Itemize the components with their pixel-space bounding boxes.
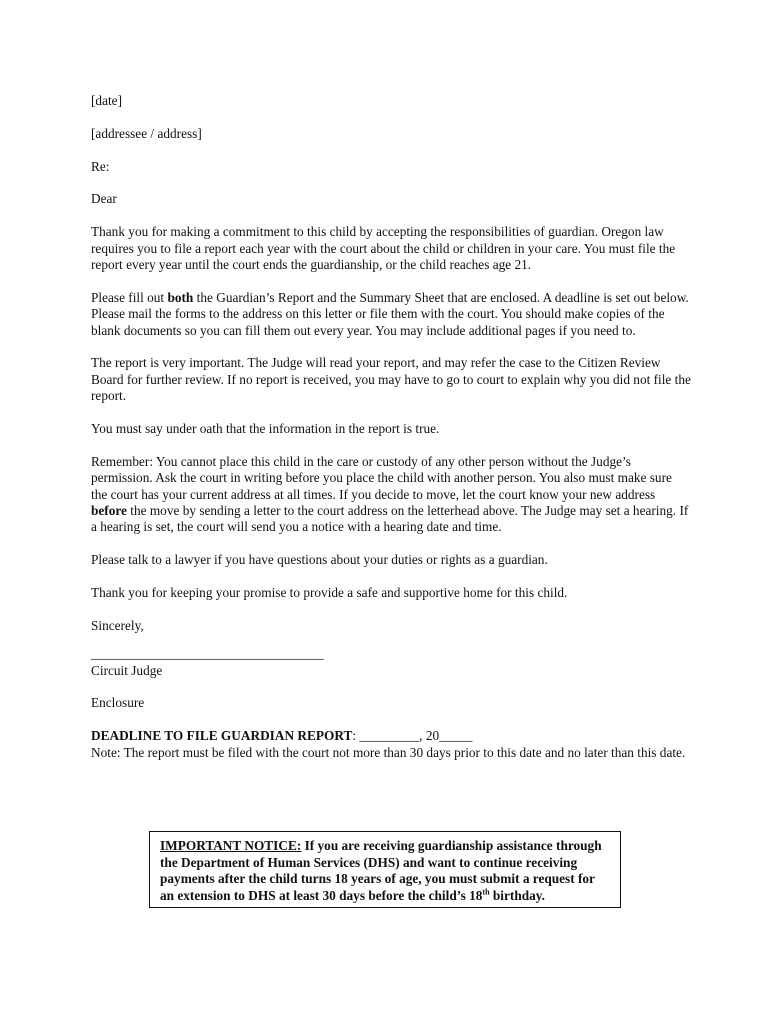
notice-tail: birthday.	[489, 887, 545, 903]
addressee-placeholder: [addressee / address]	[91, 125, 202, 141]
signature-line: ___________________________________	[91, 646, 324, 662]
deadline-value: : _________, 20_____	[352, 728, 473, 744]
paragraph-fill-out-text-a: Please fill out	[91, 289, 168, 305]
paragraph-remember-bold: before	[91, 503, 127, 519]
deadline-note: Note: The report must be filed with the court not more than 30 days prior to this date and no later than this date.	[91, 744, 686, 760]
notice-superscript: th	[482, 887, 490, 897]
paragraph-report-importance: The report is very important. The Judge will read your report, and may refer the case to the Citizen Review Board for further review. If no report is received, you may have to go to court to explain why you did not file the report.	[91, 355, 691, 404]
enclosure-note: Enclosure	[91, 695, 145, 711]
paragraph-commitment: Thank you for making a commitment to this child by accepting the responsibilities of guardian. Oregon law requires you to file a report each year with the court about the child or children in your care. You must file the report every year until the court ends the guardianship, or the child reaches age 21.	[91, 224, 676, 272]
paragraph-oath: You must say under oath that the information in the report is true.	[91, 421, 440, 437]
letter-body	[91, 93, 691, 777]
paragraph-lawyer: Please talk to a lawyer if you have questions about your duties or rights as a guardian.	[91, 552, 548, 568]
important-notice-box	[149, 831, 621, 908]
paragraph-fill-out-text-b: the Guardian’s Report and the Summary Sheet that are enclosed. A deadline is set out below. Please mail the forms to the address on this letter or file them with the court. You should make copies of the blank documents so you can fill them out every year. You may include additional pages if you need to.	[91, 289, 689, 338]
deadline-line	[91, 728, 691, 744]
paragraph-remember-text-a: Remember: You cannot place this child in the care or custody of any other person without the Judge’s permission. Ask the court in writing before you place the child with another person. You also must make sure the court has your current address at all times. If you decide to move, let the court know your new address	[91, 453, 672, 502]
closing: Sincerely,	[91, 617, 144, 633]
paragraph-remember	[91, 454, 691, 536]
notice-body: If you are receiving guardianship assistance through the Department of Human Services (DHS) and want to continue receiving payments after the child turns 18 years of age, you must submit a request for an extension to DHS at least 30 days before the child’s 18	[160, 838, 602, 903]
paragraph-fill-out-forms	[91, 290, 691, 339]
re-line: Re:	[91, 158, 110, 174]
date-placeholder: [date]	[91, 93, 123, 108]
paragraph-thank-you: Thank you for keeping your promise to provide a safe and supportive home for this child.	[91, 585, 568, 601]
signer-title: Circuit Judge	[91, 662, 163, 678]
salutation: Dear	[91, 191, 117, 207]
deadline-label: DEADLINE TO FILE GUARDIAN REPORT	[91, 728, 353, 744]
notice-heading: IMPORTANT NOTICE:	[160, 838, 302, 853]
paragraph-remember-text-b: the move by sending a letter to the court address on the letterhead above. The Judge may set a hearing. If a hearing is set, the court will send you a notice with a hearing date and time.	[91, 503, 689, 535]
paragraph-fill-out-bold: both	[167, 289, 194, 305]
